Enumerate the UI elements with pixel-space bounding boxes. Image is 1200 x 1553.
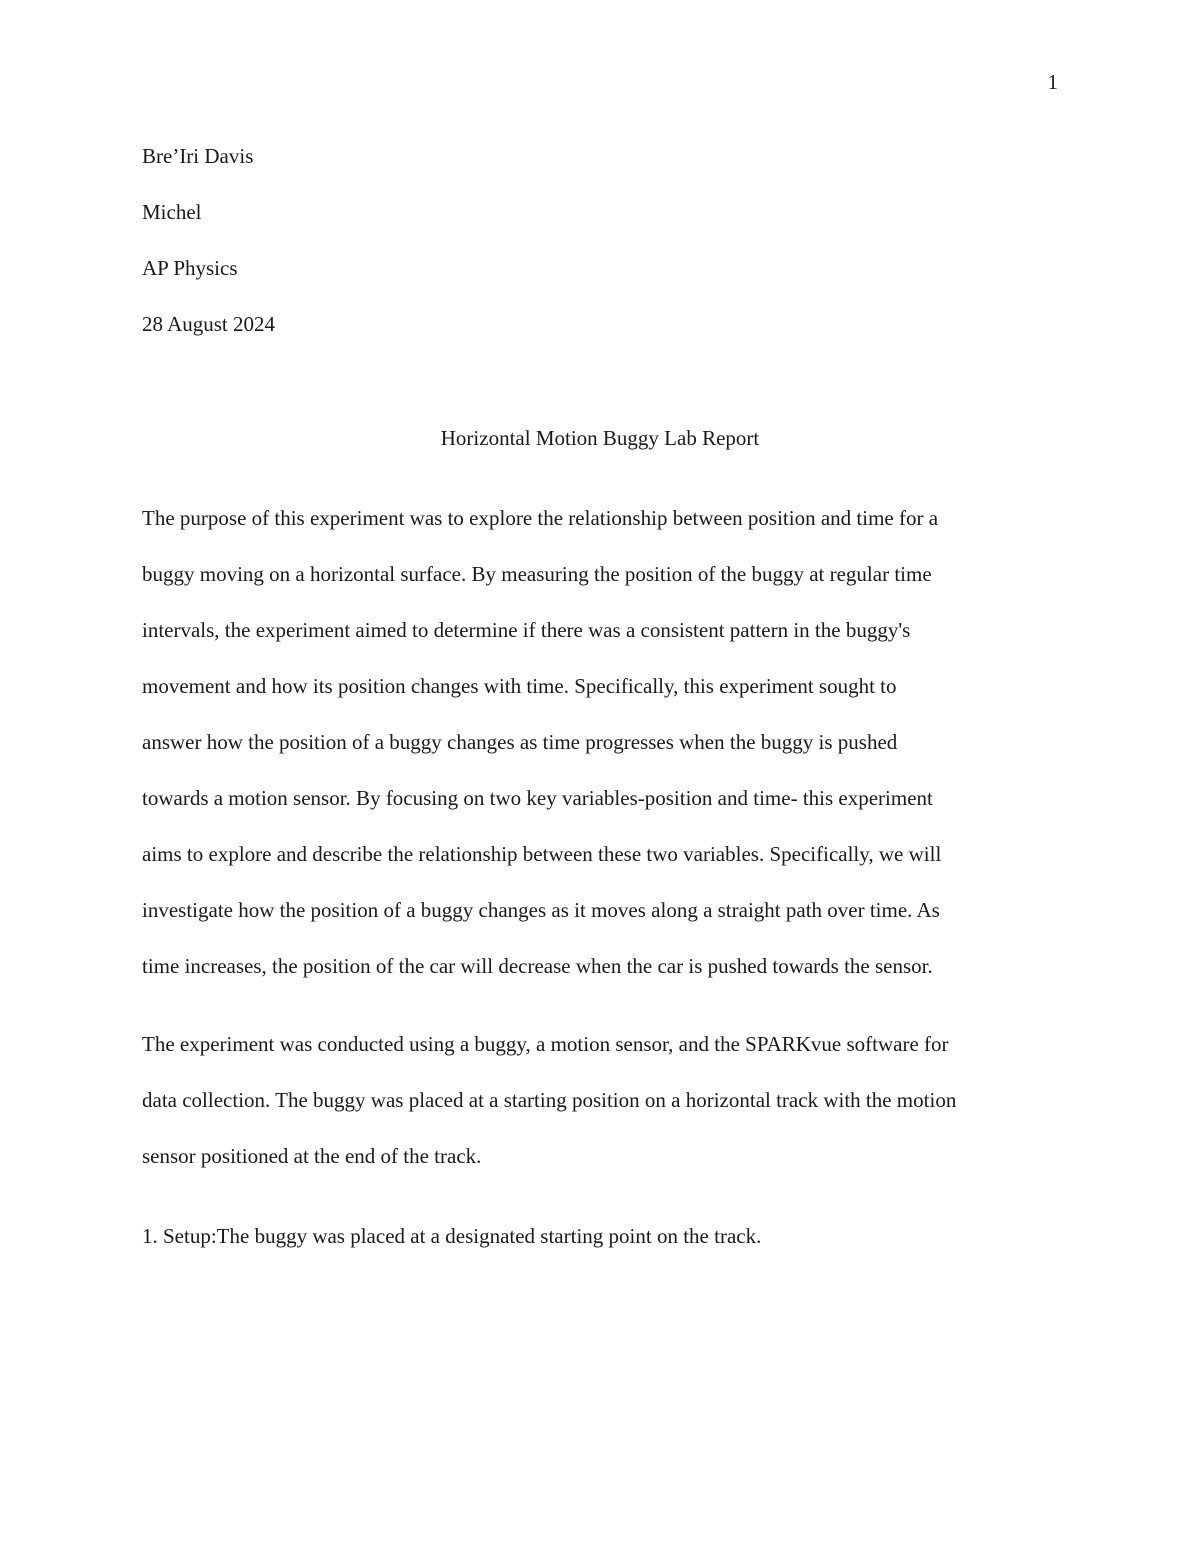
paragraph-line: sensor positioned at the end of the track. bbox=[142, 1144, 482, 1168]
procedure-step-1 bbox=[142, 1208, 1062, 1264]
course-name: AP Physics bbox=[142, 256, 238, 280]
paragraph-line: aims to explore and describe the relationship between these two variables. Specifically, we will bbox=[142, 842, 942, 866]
paragraph-line: towards a motion sensor. By focusing on two key variables-position and time- this experiment bbox=[142, 786, 933, 810]
document-title: Horizontal Motion Buggy Lab Report bbox=[440, 426, 760, 450]
paragraph-method bbox=[142, 1016, 1062, 1184]
paragraph-line: time increases, the position of the car will decrease when the car is pushed towards the sensor. bbox=[142, 954, 933, 978]
document-date: 28 August 2024 bbox=[142, 312, 276, 336]
paragraph-line: movement and how its position changes with time. Specifically, this experiment sought to bbox=[142, 674, 897, 698]
paragraph-line: investigate how the position of a buggy changes as it moves along a straight path over time. As bbox=[142, 898, 940, 922]
paragraph-line: answer how the position of a buggy changes as time progresses when the buggy is pushed bbox=[142, 730, 898, 754]
author-name: Bre’Iri Davis bbox=[142, 144, 254, 168]
instructor-name: Michel bbox=[142, 200, 202, 224]
paragraph-line: 1. Setup:The buggy was placed at a designated starting point on the track. bbox=[142, 1224, 762, 1248]
paragraph-line: The purpose of this experiment was to explore the relationship between position and time for a bbox=[142, 506, 939, 530]
paragraph-line: The experiment was conducted using a buggy, a motion sensor, and the SPARKvue software for bbox=[142, 1032, 949, 1056]
mla-header bbox=[142, 144, 275, 368]
paragraph-line: intervals, the experiment aimed to determine if there was a consistent pattern in the buggy's bbox=[142, 618, 911, 642]
page-number: 1 bbox=[1047, 70, 1058, 94]
paragraph-line: buggy moving on a horizontal surface. By measuring the position of the buggy at regular time bbox=[142, 562, 932, 586]
paragraph-purpose bbox=[142, 490, 1062, 994]
paragraph-line: data collection. The buggy was placed at a starting position on a horizontal track with the motion bbox=[142, 1088, 957, 1112]
